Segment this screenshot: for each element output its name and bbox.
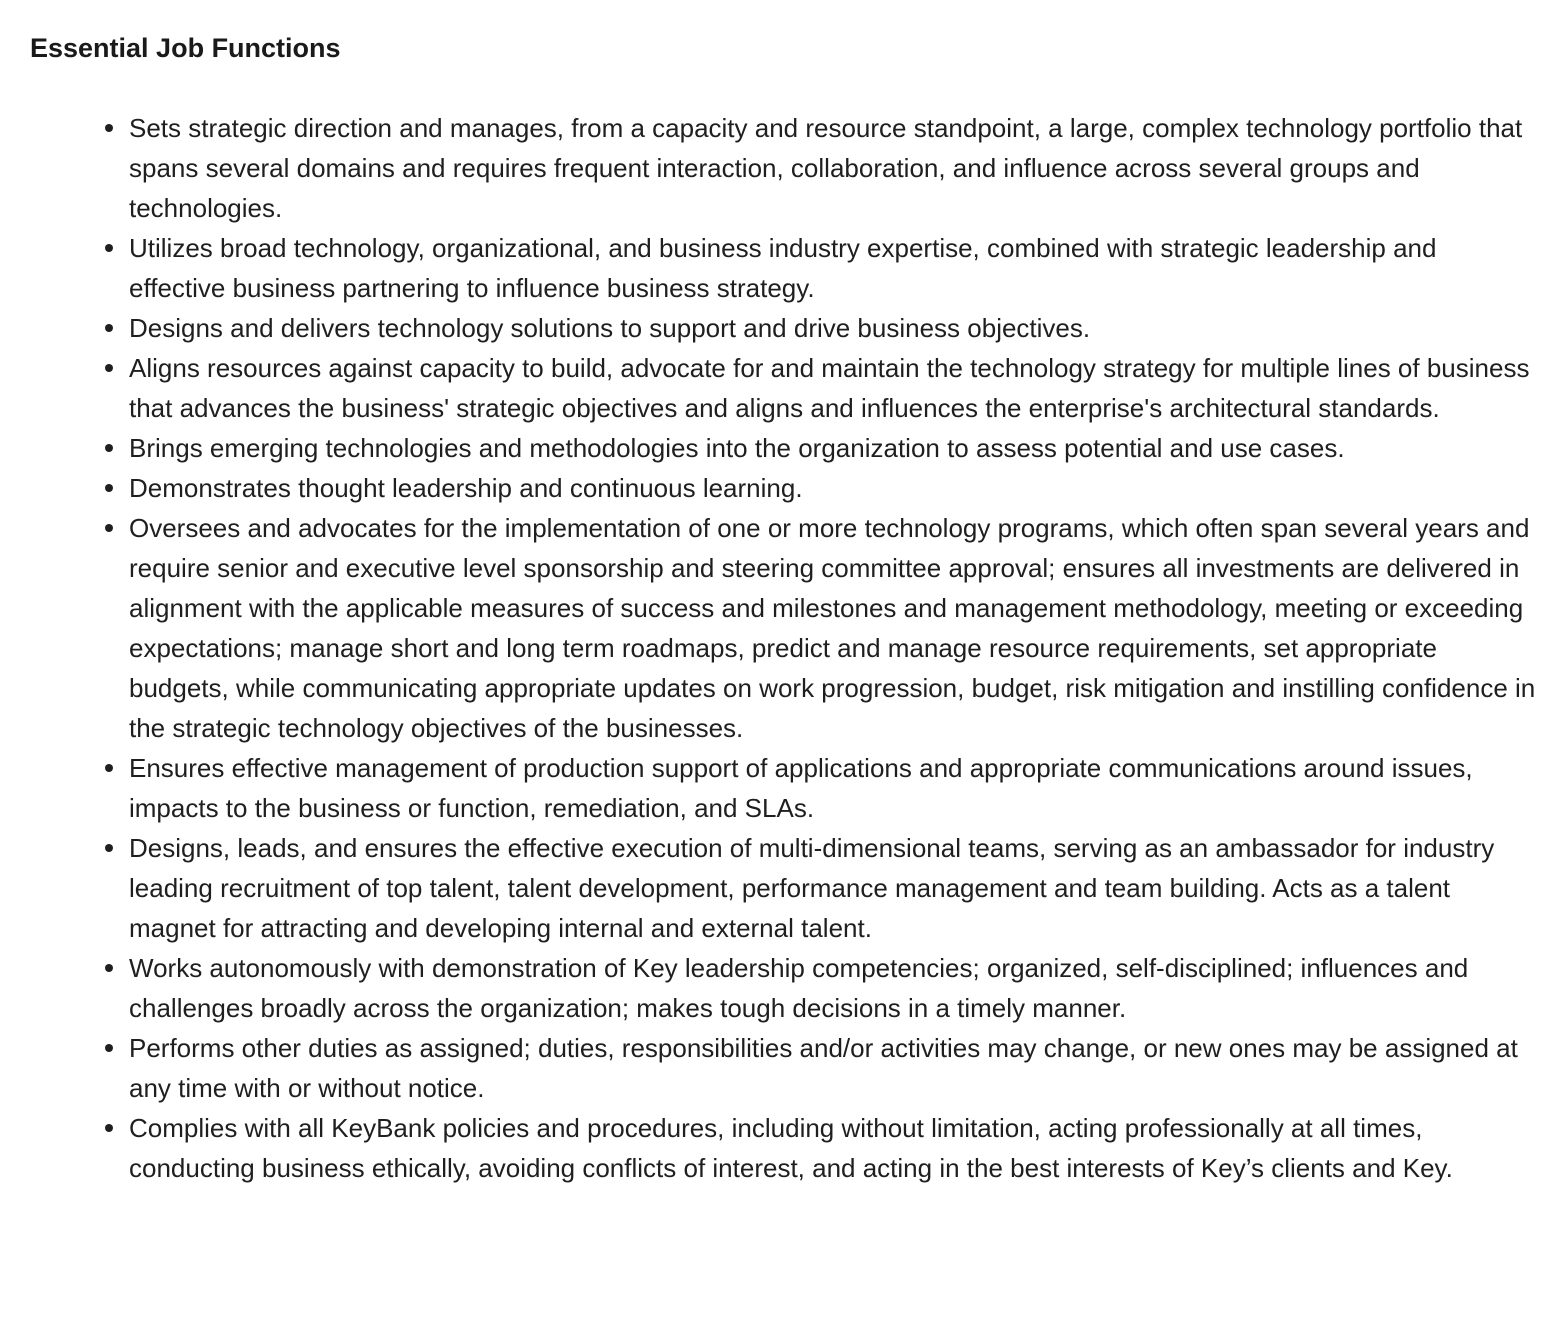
bullet-icon xyxy=(105,484,113,492)
list-item-text: Designs and delivers technology solutions to support and drive business objectives. xyxy=(129,313,1091,343)
list-item-text: Aligns resources against capacity to build, advocate for and maintain the technology strategy for multiple lines of business that advances the business' strategic objectives and aligns and influences the enterprise's architectural standards. xyxy=(129,353,1530,423)
bullet-icon xyxy=(105,324,113,332)
list-item xyxy=(129,228,1566,308)
list-item xyxy=(129,308,1566,348)
bullet-icon xyxy=(105,1124,113,1132)
list-item xyxy=(129,948,1566,1028)
list-item-text: Ensures effective management of production support of applications and appropriate communications around issues, impacts to the business or function, remediation, and SLAs. xyxy=(129,753,1473,823)
bullet-icon xyxy=(105,844,113,852)
bullet-icon xyxy=(105,524,113,532)
functions-list xyxy=(0,108,1566,1188)
list-item xyxy=(129,108,1566,228)
list-item xyxy=(129,508,1566,748)
list-item-text: Performs other duties as assigned; duties, responsibilities and/or activities may change, or new ones may be assigned at any time with or without notice. xyxy=(129,1033,1518,1103)
list-item-text: Works autonomously with demonstration of Key leadership competencies; organized, self-disciplined; influences and challenges broadly across the organization; makes tough decisions in a timely manner. xyxy=(129,953,1469,1023)
bullet-icon xyxy=(105,124,113,132)
list-item xyxy=(129,428,1566,468)
list-item xyxy=(129,468,1566,508)
list-item-text: Complies with all KeyBank policies and procedures, including without limitation, acting professionally at all times, conducting business ethically, avoiding conflicts of interest, and acting in the best interests of Key’s clients and Key. xyxy=(129,1113,1453,1183)
bullet-icon xyxy=(105,444,113,452)
section-title: Essential Job Functions xyxy=(30,33,341,63)
list-item xyxy=(129,1028,1566,1108)
bullet-icon xyxy=(105,244,113,252)
list-item-text: Demonstrates thought leadership and continuous learning. xyxy=(129,473,803,503)
list-item xyxy=(129,348,1566,428)
list-item xyxy=(129,748,1566,828)
list-item-text: Designs, leads, and ensures the effective execution of multi-dimensional teams, serving as an ambassador for industry leading recruitment of top talent, talent development, performance management and team building. Acts as a talent magnet for attracting and developing internal and external talent. xyxy=(129,833,1495,943)
list-item xyxy=(129,828,1566,948)
list-item-text: Oversees and advocates for the implementation of one or more technology programs, which often span several years and require senior and executive level sponsorship and steering committee approval; ensures all investments are delivered in alignment with the applicable measures of success and milestones and management methodology, meeting or exceeding expectations; manage short and long term roadmaps, predict and manage resource requirements, set appropriate budgets, while communicating appropriate updates on work progression, budget, risk mitigation and instilling confidence in the strategic technology objectives of the businesses. xyxy=(129,513,1536,743)
bullet-icon xyxy=(105,364,113,372)
list-item-text: Sets strategic direction and manages, from a capacity and resource standpoint, a large, complex technology portfolio that spans several domains and requires frequent interaction, collaboration, and influence across several groups and technologies. xyxy=(129,113,1523,223)
list-item xyxy=(129,1108,1566,1188)
bullet-icon xyxy=(105,964,113,972)
list-item-text: Brings emerging technologies and methodologies into the organization to assess potential and use cases. xyxy=(129,433,1345,463)
bullet-icon xyxy=(105,764,113,772)
bullet-icon xyxy=(105,1044,113,1052)
list-item-text: Utilizes broad technology, organizational, and business industry expertise, combined with strategic leadership and effective business partnering to influence business strategy. xyxy=(129,233,1437,303)
